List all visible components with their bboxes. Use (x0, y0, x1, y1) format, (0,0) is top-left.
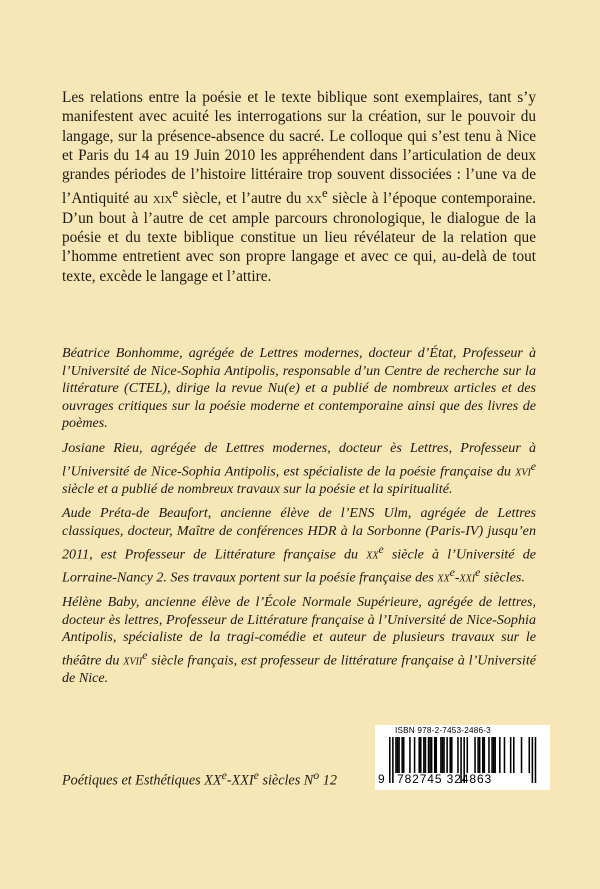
barcode-bar (431, 737, 433, 773)
barcode-bar (418, 737, 420, 773)
barcode-bar (499, 737, 501, 773)
bio-rieu: Josiane Rieu, agrégée de Lettres modernes, docteur ès Lettres, Professeur à l’Université de Nice-Sophia Antipolis, est spécialiste de la poésie française du xvi$^e$ siècle et a publié de nombreux travaux sur la poésie et la spiritualité. (62, 439, 536, 497)
barcode-bar (403, 737, 405, 773)
barcode-bar (477, 737, 479, 773)
superscript-e: e (172, 186, 179, 201)
isbn-label: ISBN 978-2-7453-2486-3 (395, 726, 491, 735)
barcode-bar (440, 737, 442, 773)
superscript-e: e (321, 186, 328, 201)
superscript-e: e (530, 459, 536, 473)
abstract-text-1: Les relations entre la poésie et le texte biblique sont exemplaires, tant s’y manifestent avec acuité les interrogations sur la création, sur le pouvoir du langage, sur la présence-absence du sacré. Le colloque qui s’est tenu à Nice et Paris du 14 au 19 Juin 2010 les appréhendent dans l’articulation de deux grandes périodes de l’histoire littéraire trop souvent dissociées : l’une va de l’Antiquité au (62, 89, 536, 208)
barcode-bar (504, 737, 506, 773)
barcode-bar (414, 737, 416, 773)
century-xx: xx (437, 569, 450, 586)
barcode-bar (423, 737, 425, 773)
bio-preta: Aude Préta-de Beaufort, ancienne élève de l’ENS Ulm, agrégée de Lettres classiques, docteur, Maître de conférences HDR à la Sorbonne (Paris-IV) jusqu’en 2011, est Professeur de Littérature française du $xx^e$ siècle à l’Université de Lorraine-Nancy 2. Ses travaux portent sur la poésie française des $xx^e-xxi^e$ siècles. (62, 505, 536, 586)
isbn-barcode (375, 725, 550, 790)
barcode-bar (449, 737, 451, 773)
barcode-bar (510, 737, 512, 773)
barcode-bar (442, 737, 444, 773)
barcode-bar (488, 737, 490, 773)
bio-bonhomme: Béatrice Bonhomme, agrégée de Lettres modernes, docteur d’État, Professeur à l’Université de Nice-Sophia Antipolis, responsable d’un Centre de recherche sur la littérature (CTEL), dirige la revue Nu(e) et a publié de nombreux articles et des ouvrages critiques sur la poésie moderne et contemporaine ainsi que des livres de poèmes. (62, 345, 536, 432)
century-xx: xx (366, 546, 379, 563)
barcode-bar (428, 737, 430, 773)
barcode-bar (397, 737, 399, 773)
century-xvi: xvi (515, 463, 531, 480)
barcode-bar (420, 737, 422, 773)
barcode-bar (494, 737, 496, 773)
bio-baby: Hélène Baby, ancienne élève de l’École Normale Supérieure, agrégée de lettres, docteur ès lettres, Professeur de Littérature française à l’Université de Nice-Sophia Antipolis, spécialiste de la tragi-comédie et auteur de plusieurs travaux sur le théâtre du xvii$^e$ siècle français, est professeur de littérature française à l’Université de Nice. (62, 594, 537, 687)
ean-digits: 782745 324863 (397, 772, 493, 786)
barcode-bar (479, 737, 481, 773)
barcode-bar (436, 737, 438, 773)
barcode-bar (401, 737, 403, 773)
superscript-e: e (449, 565, 455, 579)
barcode-bar (395, 737, 397, 773)
barcode-bar (491, 737, 493, 773)
century-xx: xx (306, 190, 322, 208)
superscript-e: e (475, 565, 481, 579)
barcode-bar (484, 737, 486, 773)
barcode-bar (493, 737, 495, 773)
barcode-bar (457, 737, 459, 773)
abstract-text-2: siècle, et l’autre du (178, 190, 307, 208)
ean-first-digit: 9 (378, 772, 385, 786)
superscript-e: e (142, 648, 148, 662)
barcode-bar (409, 737, 411, 773)
barcode-bar (513, 737, 515, 773)
barcode-bar (529, 737, 531, 773)
barcode-bar (482, 737, 484, 773)
barcode-bar (429, 737, 431, 773)
barcode-bar (521, 737, 523, 773)
barcode-bar (474, 737, 476, 773)
century-xvii: xvii (123, 652, 143, 669)
barcode-bar (446, 737, 448, 773)
barcode-bar (398, 737, 400, 773)
barcode-bar (425, 737, 427, 773)
barcode-bar (443, 737, 445, 773)
abstract-paragraph (62, 88, 536, 286)
barcode-bar (389, 737, 391, 783)
superscript-e: e (378, 542, 384, 556)
series-title: Poétiques et Esthétiques XXe-XXIe siècles $N^o$ 12 (62, 768, 337, 789)
century-xxi: xxi (459, 569, 476, 586)
barcode-bar (392, 737, 394, 783)
author-bios (62, 345, 536, 695)
barcode-bar (434, 737, 436, 773)
abstract-text-3: siècle à l’époque contemporaine. D’un bout à l’autre de cet ample parcours chronologique, le dialogue de la poésie et du texte biblique constitue un lieu révélateur de la relation que l’homme entretient avec son propre langage et avec ce qui, au-delà de tout texte, excède le langage et l’attire. (62, 190, 536, 285)
barcode-bar (451, 737, 453, 773)
century-xix: xix (152, 190, 173, 208)
barcode-bar (467, 737, 469, 773)
